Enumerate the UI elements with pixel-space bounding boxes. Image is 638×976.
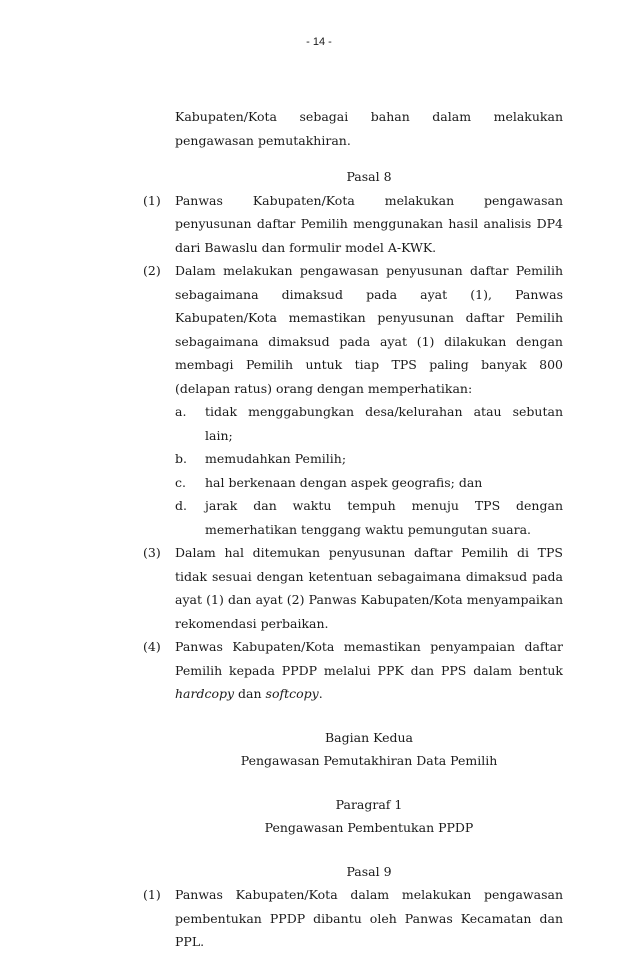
text-part: . xyxy=(318,686,323,701)
sub-item-c xyxy=(175,471,563,495)
bagian-subtitle: Pengawasan Pemutakhiran Data Pemilih xyxy=(240,753,498,768)
emphasis-softcopy: softcopy xyxy=(265,686,319,701)
sub-letter: a. xyxy=(175,404,187,419)
item-number: (2) xyxy=(143,263,161,278)
item-number: (3) xyxy=(143,545,161,560)
pasal-8-item-2 xyxy=(143,259,563,541)
pasal-8-title: Pasal 8 xyxy=(346,169,392,184)
item-text: Panwas Kabupaten/Kota dalam melakukan pengawasan pembentukan PPDP dibantu oleh Panwas Kecamatan dan PPL. xyxy=(175,887,563,949)
item-text: Dalam hal ditemukan penyusunan daftar Pemilih di TPS tidak sesuai dengan ketentuan sebagaimana dimaksud pada ayat (1) dan ayat (2) Panwas Kabupaten/Kota menyampaikan rekomendasi perbaikan. xyxy=(175,545,563,631)
pasal-8-item-1 xyxy=(143,189,563,260)
paragraf-subtitle: Pengawasan Pembentukan PPDP xyxy=(264,820,474,835)
document-body xyxy=(143,105,563,954)
pasal-9-title: Pasal 9 xyxy=(346,863,392,879)
sub-item-d xyxy=(175,494,563,541)
text-part: dan xyxy=(234,686,266,701)
sub-letter: c. xyxy=(175,474,186,490)
item-text xyxy=(175,635,563,706)
pasal-8-item-4 xyxy=(143,635,563,706)
sub-letter: b. xyxy=(175,451,187,466)
page-number: - 14 - xyxy=(306,36,332,48)
sub-text: memudahkan Pemilih; xyxy=(205,451,347,466)
sub-item-a xyxy=(175,400,563,447)
pasal-9-item-1 xyxy=(143,883,563,954)
sub-item-b xyxy=(175,447,563,471)
sub-text: tidak menggabungkan desa/kelurahan atau sebutan lain; xyxy=(205,404,563,443)
pasal-8-item-3 xyxy=(143,541,563,635)
sub-text: jarak dan waktu tempuh menuju TPS dengan memerhatikan tenggang waktu pemungutan suara. xyxy=(205,498,563,537)
intro-paragraph: Kabupaten/Kota sebagai bahan dalam melakukan pengawasan pemutakhiran. xyxy=(175,109,563,148)
item-number: (1) xyxy=(143,192,161,208)
paragraf-title: Paragraf 1 xyxy=(335,796,403,812)
item-number: (4) xyxy=(143,639,161,654)
item-text: Dalam melakukan pengawasan penyusunan daftar Pemilih sebagaimana dimaksud pada ayat (1), Panwas Kabupaten/Kota memastikan penyusunan daftar Pemilih sebagaimana dimaksud pada ayat (1) dilakukan dengan membagi Pemilih untuk tiap TPS paling banyak 800 (delapan ratus) orang dengan memperhatikan: xyxy=(175,263,563,396)
item-text: Panwas Kabupaten/Kota melakukan pengawasan penyusunan daftar Pemilih menggunakan hasil analisis DP4 dari Bawaslu dan formulir model A-KWK. xyxy=(175,192,563,255)
emphasis-hardcopy: hardcopy xyxy=(175,686,235,701)
sub-letter: d. xyxy=(175,498,187,513)
bagian-title: Bagian Kedua xyxy=(324,729,414,745)
text-part: Panwas Kabupaten/Kota memastikan penyampaian daftar Pemilih kepada PPDP melalui PPK dan PPS dalam bentuk xyxy=(175,639,563,678)
item-number: (1) xyxy=(143,887,161,902)
sub-text: hal berkenaan dengan aspek geografis; dan xyxy=(205,474,483,490)
